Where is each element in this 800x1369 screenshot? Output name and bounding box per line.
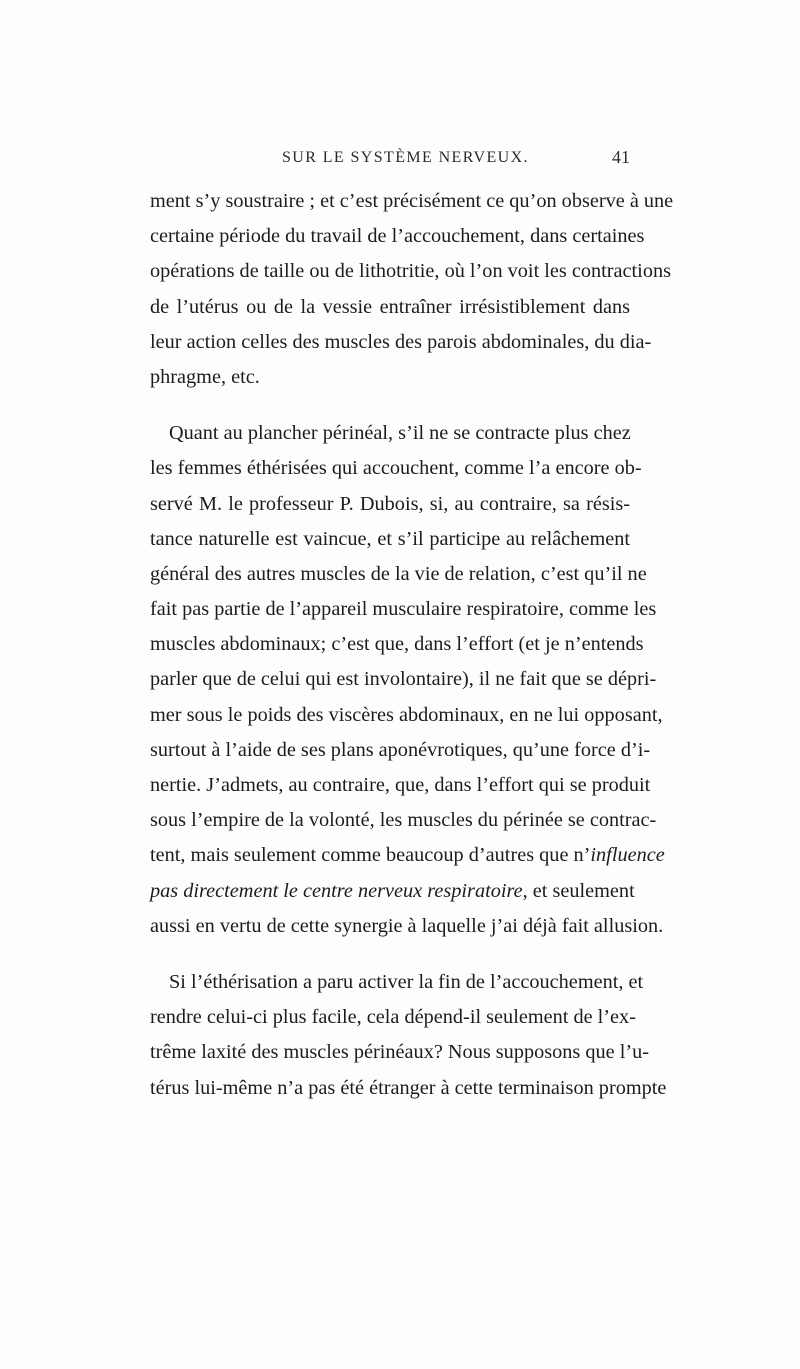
- text-line: parler que de celui qui est involontaire), il ne fait que se dépri-: [150, 668, 657, 691]
- text-line: fait pas partie de l’appareil musculaire respiratoire, comme les: [150, 598, 657, 621]
- text-line: ment s’y soustraire ; et c’est précisément ce qu’on observe à une: [150, 190, 674, 212]
- text-line: rendre celui-ci plus facile, cela dépend-il seulement de l’ex-: [150, 1006, 636, 1029]
- text-line: les femmes éthérisées qui accouchent, comme l’a encore ob-: [150, 457, 642, 480]
- text-line: leur action celles des muscles des parois abdominales, du dia-: [150, 330, 652, 353]
- text-line: [150, 874, 635, 909]
- text-segment: tent, mais seulement comme beaucoup d’autres que n’: [150, 844, 591, 867]
- text-line: général des autres muscles de la vie de relation, c’est qu’il ne: [150, 562, 647, 585]
- text-line: certaine période du travail de l’accouchement, dans certaines: [150, 225, 645, 248]
- text-line: de l’utérus ou de la vessie entraîner irrésistiblement dans: [150, 295, 630, 318]
- text-line: trême laxité des muscles périnéaux? Nous supposons que l’u-: [150, 1041, 650, 1064]
- italic-segment: pas directement le centre nerveux respiratoire: [150, 879, 523, 902]
- text-line: opérations de taille ou de lithotritie, où l’on voit les contractions: [150, 260, 671, 283]
- text-line: sous l’empire de la volonté, les muscles du périnée se contrac-: [150, 809, 657, 832]
- text-line: [150, 838, 665, 873]
- text-line: phragme, etc.: [150, 365, 260, 388]
- page-number: 41: [612, 147, 630, 167]
- text-line: tance naturelle est vaincue, et s’il participe au relâchement: [150, 527, 630, 550]
- paragraph-gap: [150, 395, 630, 416]
- italic-segment: influence: [590, 844, 665, 867]
- text-line: aussi en vertu de cette synergie à laquelle j’ai déjà fait allusion.: [150, 914, 664, 937]
- text-line: Quant au plancher périnéal, s’il ne se contracte plus chez: [169, 422, 631, 445]
- text-line: mer sous le poids des viscères abdominaux, en ne lui opposant,: [150, 703, 663, 726]
- text-line: nertie. J’admets, au contraire, que, dans l’effort qui se produit: [150, 774, 651, 796]
- text-line: surtout à l’aide de ses plans aponévrotiques, qu’une force d’i-: [150, 738, 651, 761]
- text-segment: , et seulement: [522, 879, 635, 902]
- body-text: [150, 184, 674, 1106]
- text-line: servé M. le professeur P. Dubois, si, au contraire, sa résis-: [150, 492, 630, 515]
- text-line: Si l’éthérisation a paru activer la fin de l’accouchement, et: [169, 970, 644, 993]
- running-head: SUR LE SYSTÈME NERVEUX.: [282, 149, 529, 166]
- paragraph-gap: [150, 944, 630, 965]
- text-line: térus lui-même n’a pas été étranger à cette terminaison prompte: [150, 1076, 667, 1099]
- text-line: muscles abdominaux; c’est que, dans l’effort (et je n’entends: [150, 633, 644, 656]
